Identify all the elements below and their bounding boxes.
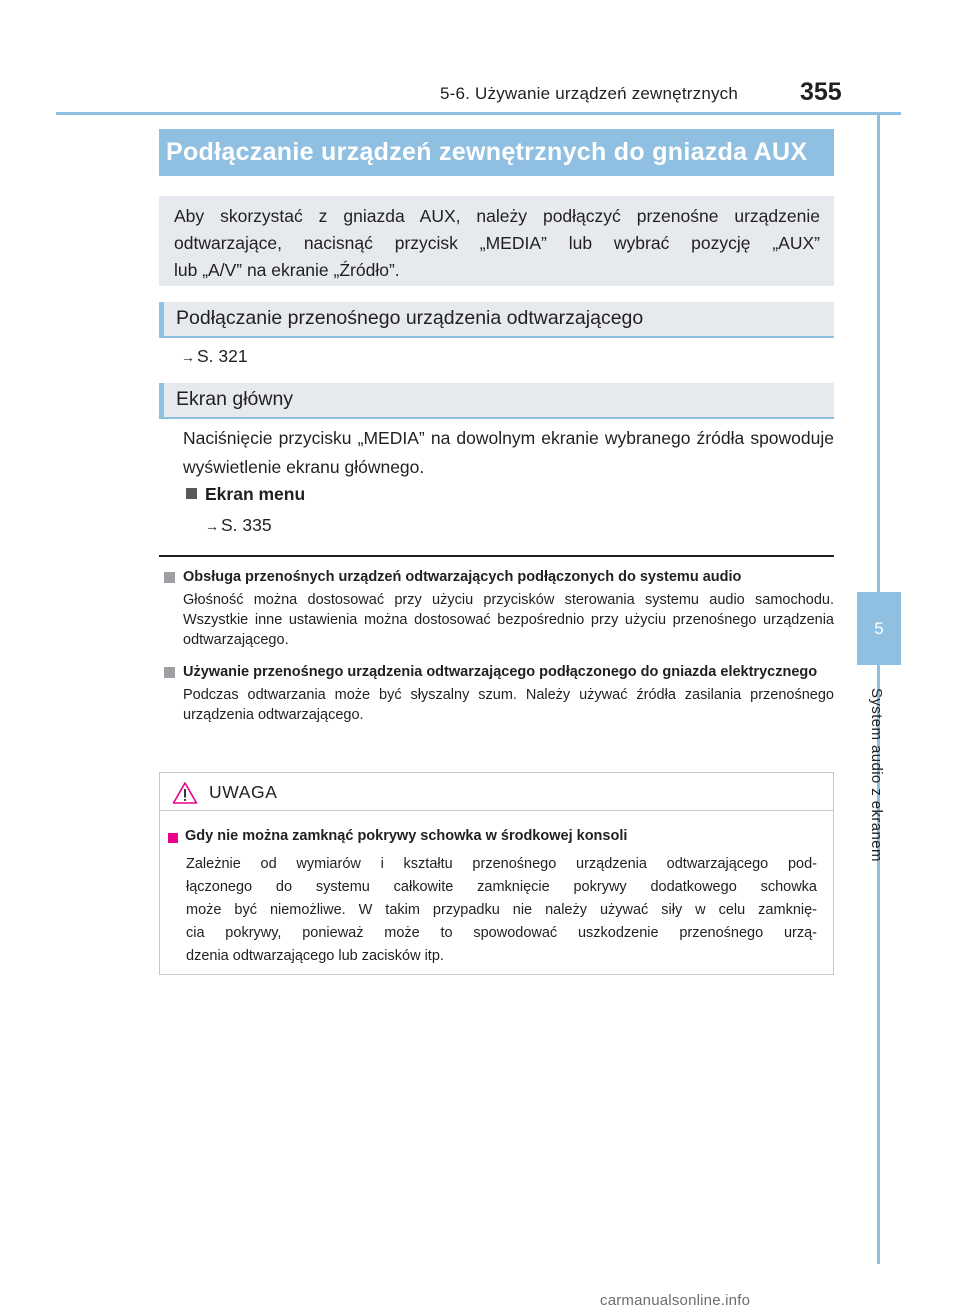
page-reference-text: S. 321 xyxy=(197,346,248,366)
caution-line: cia pokrywy, ponieważ może to spowodować uszkodzenie przenośnego urzą- xyxy=(186,925,817,941)
caution-line: łączonego do systemu całkowite zamknięcie pokrywy dodatkowego schowka xyxy=(186,879,817,895)
arrow-right-icon: → xyxy=(181,349,195,365)
note xyxy=(164,567,834,650)
note-title-text: Obsługa przenośnych urządzeń odtwarzających podłączonych do systemu audio xyxy=(183,569,742,585)
caution-box xyxy=(159,772,834,975)
caution-header xyxy=(160,773,833,811)
watermark: carmanualsonline.info xyxy=(600,1292,751,1309)
chapter-title: System audio z ekranem xyxy=(868,688,885,862)
page-title: Podłączanie urządzeń zewnętrznych do gniazda AUX xyxy=(159,129,834,176)
note-body: Głośność można dostosować przy użyciu przycisków sterowania systemu audio samochodu. Wszystkie inne ustawienia można dostosować bezpośrednio przy użyciu przenośnego urządzenia odtwarzającego. xyxy=(183,592,834,648)
menu-screen-label: Ekran menu xyxy=(205,484,306,504)
caution-title xyxy=(168,828,840,844)
intro-line: Aby skorzystać z gniazda AUX, należy podłączyć przenośne urządzenie xyxy=(174,206,820,226)
chapter-number: 5 xyxy=(874,618,884,638)
caution-label: UWAGA xyxy=(209,782,278,802)
square-bullet-icon xyxy=(186,488,197,499)
caution-line: Zależnie od wymiarów i kształtu przenośnego urządzenia odtwarzającego pod- xyxy=(186,856,817,872)
notes-divider xyxy=(159,555,834,557)
header-rule xyxy=(56,112,901,115)
page-reference[interactable] xyxy=(205,515,272,536)
page-reference-text: S. 335 xyxy=(221,515,272,535)
note-title xyxy=(164,567,834,587)
section-heading-main-screen: Ekran główny xyxy=(159,383,834,417)
caution-body xyxy=(186,853,817,968)
warning-triangle-icon xyxy=(172,781,198,805)
note xyxy=(164,662,834,725)
note-body: Podczas odtwarzania może być słyszalny szum. Należy używać źródła zasilania przenośnego urządzenia odtwarzającego. xyxy=(183,687,834,723)
running-header-section: 5-6. Używanie urządzeń zewnętrznych xyxy=(440,84,739,103)
chapter-tab xyxy=(857,592,901,665)
intro-box xyxy=(159,196,834,286)
page-number: 355 xyxy=(800,78,842,106)
note-title xyxy=(164,662,834,682)
caution-line: dzenia odtwarzającego lub zacisków itp. xyxy=(186,948,444,964)
page-reference[interactable] xyxy=(181,346,248,367)
menu-screen-item xyxy=(186,484,305,505)
square-bullet-icon xyxy=(164,667,175,678)
caution-line: może być niemożliwe. W takim przypadku nie należy używać siły w celu zamknię- xyxy=(186,902,817,918)
intro-line: odtwarzające, nacisnąć przycisk „MEDIA” lub wybrać pozycję „AUX” xyxy=(174,233,820,253)
arrow-right-icon: → xyxy=(205,518,219,534)
note-title-text: Używanie przenośnego urządzenia odtwarzającego podłączonego do gniazda elektrycznego xyxy=(183,664,818,680)
square-bullet-icon xyxy=(164,572,175,583)
square-bullet-icon xyxy=(168,833,178,843)
intro-line: lub „A/V” na ekranie „Źródło”. xyxy=(174,260,400,280)
caution-title-text: Gdy nie można zamknąć pokrywy schowka w środkowej konsoli xyxy=(185,828,628,844)
section-heading-connect: Podłączanie przenośnego urządzenia odtwarzającego xyxy=(159,302,834,336)
section-body: Naciśnięcie przycisku „MEDIA” na dowolnym ekranie wybranego źródła spowoduje wyświetlenie ekranu głównego. xyxy=(183,428,834,477)
